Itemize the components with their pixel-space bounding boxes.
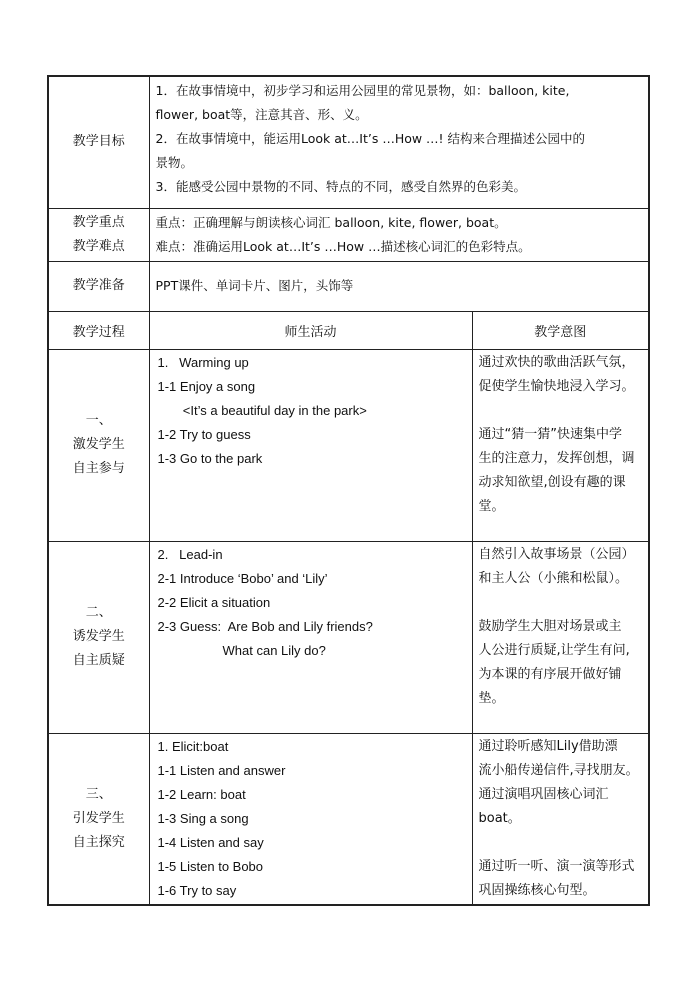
objective-line: 景物。 bbox=[155, 155, 194, 170]
intent-line: 巩固操练核心句型。 bbox=[478, 882, 596, 898]
preparation-label: 教学准备 bbox=[48, 261, 149, 311]
key-points-label bbox=[48, 208, 149, 261]
activity-line: 2-2 Elicit a situation bbox=[157, 594, 271, 610]
process-header-intent: 教学意图 bbox=[472, 311, 649, 349]
activity-line: 2. Lead-in bbox=[157, 546, 223, 562]
stage-name-line: 自主质疑 bbox=[72, 653, 125, 668]
intent-line: 通过听一听、演一演等形式 bbox=[478, 858, 635, 874]
stage-label bbox=[48, 349, 149, 541]
preparation-row bbox=[48, 261, 649, 311]
objective-line: 3．能感受公园中景物的不同、特点的不同，感受自然界的色彩美。 bbox=[155, 179, 526, 194]
activity-line: 1-2 Try to guess bbox=[157, 426, 251, 442]
stage-name-line: 引发学生 bbox=[72, 810, 125, 826]
activity-line: 1-3 Go to the park bbox=[157, 450, 263, 466]
focus-text: 重点：正确理解与朗读核心词汇 balloon, kite, flower, boat。 bbox=[155, 214, 507, 230]
process-header-activities: 师生活动 bbox=[149, 311, 472, 349]
stage-name-line: 激发学生 bbox=[72, 437, 125, 452]
activity-line: 1-6 Try to say bbox=[157, 882, 237, 898]
intent-line: 鼓励学生大胆对场景或主 bbox=[478, 618, 622, 634]
activity-line: 1-2 Learn: boat bbox=[157, 786, 246, 802]
intent-line: 流小船传递信件,寻找朋友。 bbox=[478, 762, 639, 778]
stage-intent bbox=[472, 733, 649, 905]
stage-intent bbox=[472, 541, 649, 733]
activity-line: What can Lily do? bbox=[157, 642, 326, 658]
key-points-content bbox=[149, 208, 649, 261]
objectives-content bbox=[149, 76, 649, 208]
intent-line: 通过欢快的歌曲活跃气氛， bbox=[478, 354, 635, 370]
stage-name-line: 自主参与 bbox=[72, 461, 125, 476]
intent-line: 垫。 bbox=[478, 690, 505, 706]
intent-line: boat。 bbox=[478, 810, 521, 826]
stage-row-3 bbox=[48, 733, 649, 905]
activity-line: 1. Warming up bbox=[157, 354, 249, 370]
difficulty-label: 教学难点 bbox=[72, 238, 125, 254]
stage-activities bbox=[149, 733, 472, 905]
objective-line: flower, boat等，注意其音、形、义。 bbox=[155, 107, 368, 122]
stage-number: 二、 bbox=[85, 605, 112, 620]
stage-row-1 bbox=[48, 349, 649, 541]
intent-line: 通过聆听感知Lily借助漂 bbox=[478, 738, 618, 754]
intent-line: 通过演唱巩固核心词汇 bbox=[478, 786, 609, 802]
intent-line: 自然引入故事场景（公园） bbox=[478, 546, 635, 562]
stage-name-line: 自主探究 bbox=[72, 834, 125, 850]
objective-line: 1．在故事情境中，初步学习和运用公园里的常见景物，如：balloon, kite, bbox=[155, 83, 570, 98]
intent-line: 和主人公（小熊和松鼠）。 bbox=[478, 570, 629, 586]
objectives-label: 教学目标 bbox=[48, 76, 149, 208]
stage-activities bbox=[149, 541, 472, 733]
intent-line: 动求知欲望,创设有趣的课 bbox=[478, 474, 626, 490]
activity-line: 1-1 Enjoy a song bbox=[157, 378, 256, 394]
difficulty-text: 难点：准确运用Look at…It’s …How …描述核心词汇的色彩特点。 bbox=[155, 238, 531, 254]
intent-line: 通过“猜一猜”快速集中学 bbox=[478, 426, 622, 442]
intent-line: 为本课的有序展开做好铺 bbox=[478, 666, 622, 682]
process-header-row bbox=[48, 311, 649, 349]
activity-line: <It’s a beautiful day in the park> bbox=[157, 402, 367, 418]
key-points-row bbox=[48, 208, 649, 261]
intent-line: 人公进行质疑,让学生有问, bbox=[478, 642, 630, 658]
objective-line: 2．在故事情境中，能运用Look at…It’s …How …! 结构来合理描述公园中的 bbox=[155, 131, 586, 146]
stage-intent bbox=[472, 349, 649, 541]
stage-number: 一、 bbox=[85, 413, 112, 428]
activity-line: 1-1 Listen and answer bbox=[157, 762, 286, 778]
objectives-row bbox=[48, 76, 649, 208]
activity-line: 1-4 Listen and say bbox=[157, 834, 264, 850]
activity-line: 2-3 Guess: Are Bob and Lily friends? bbox=[157, 618, 373, 634]
stage-name-line: 诱发学生 bbox=[72, 629, 125, 644]
preparation-content: PPT课件、单词卡片、图片，头饰等 bbox=[149, 261, 649, 311]
focus-label: 教学重点 bbox=[72, 214, 125, 230]
activity-line: 2-1 Introduce ‘Bobo’ and ‘Lily’ bbox=[157, 570, 328, 586]
intent-line: 堂。 bbox=[478, 498, 505, 514]
activity-line: 1. Elicit:boat bbox=[157, 738, 229, 754]
activity-line: 1-5 Listen to Bobo bbox=[157, 858, 264, 874]
intent-line: 促使学生愉快地浸入学习。 bbox=[478, 378, 635, 394]
stage-activities bbox=[149, 349, 472, 541]
activity-line: 1-3 Sing a song bbox=[157, 810, 249, 826]
stage-label bbox=[48, 541, 149, 733]
intent-line: 生的注意力，发挥创想，调 bbox=[478, 450, 635, 466]
process-header-stage: 教学过程 bbox=[48, 311, 149, 349]
lesson-plan-table bbox=[47, 75, 650, 906]
stage-row-2 bbox=[48, 541, 649, 733]
stage-number: 三、 bbox=[85, 786, 112, 802]
stage-label bbox=[48, 733, 149, 905]
